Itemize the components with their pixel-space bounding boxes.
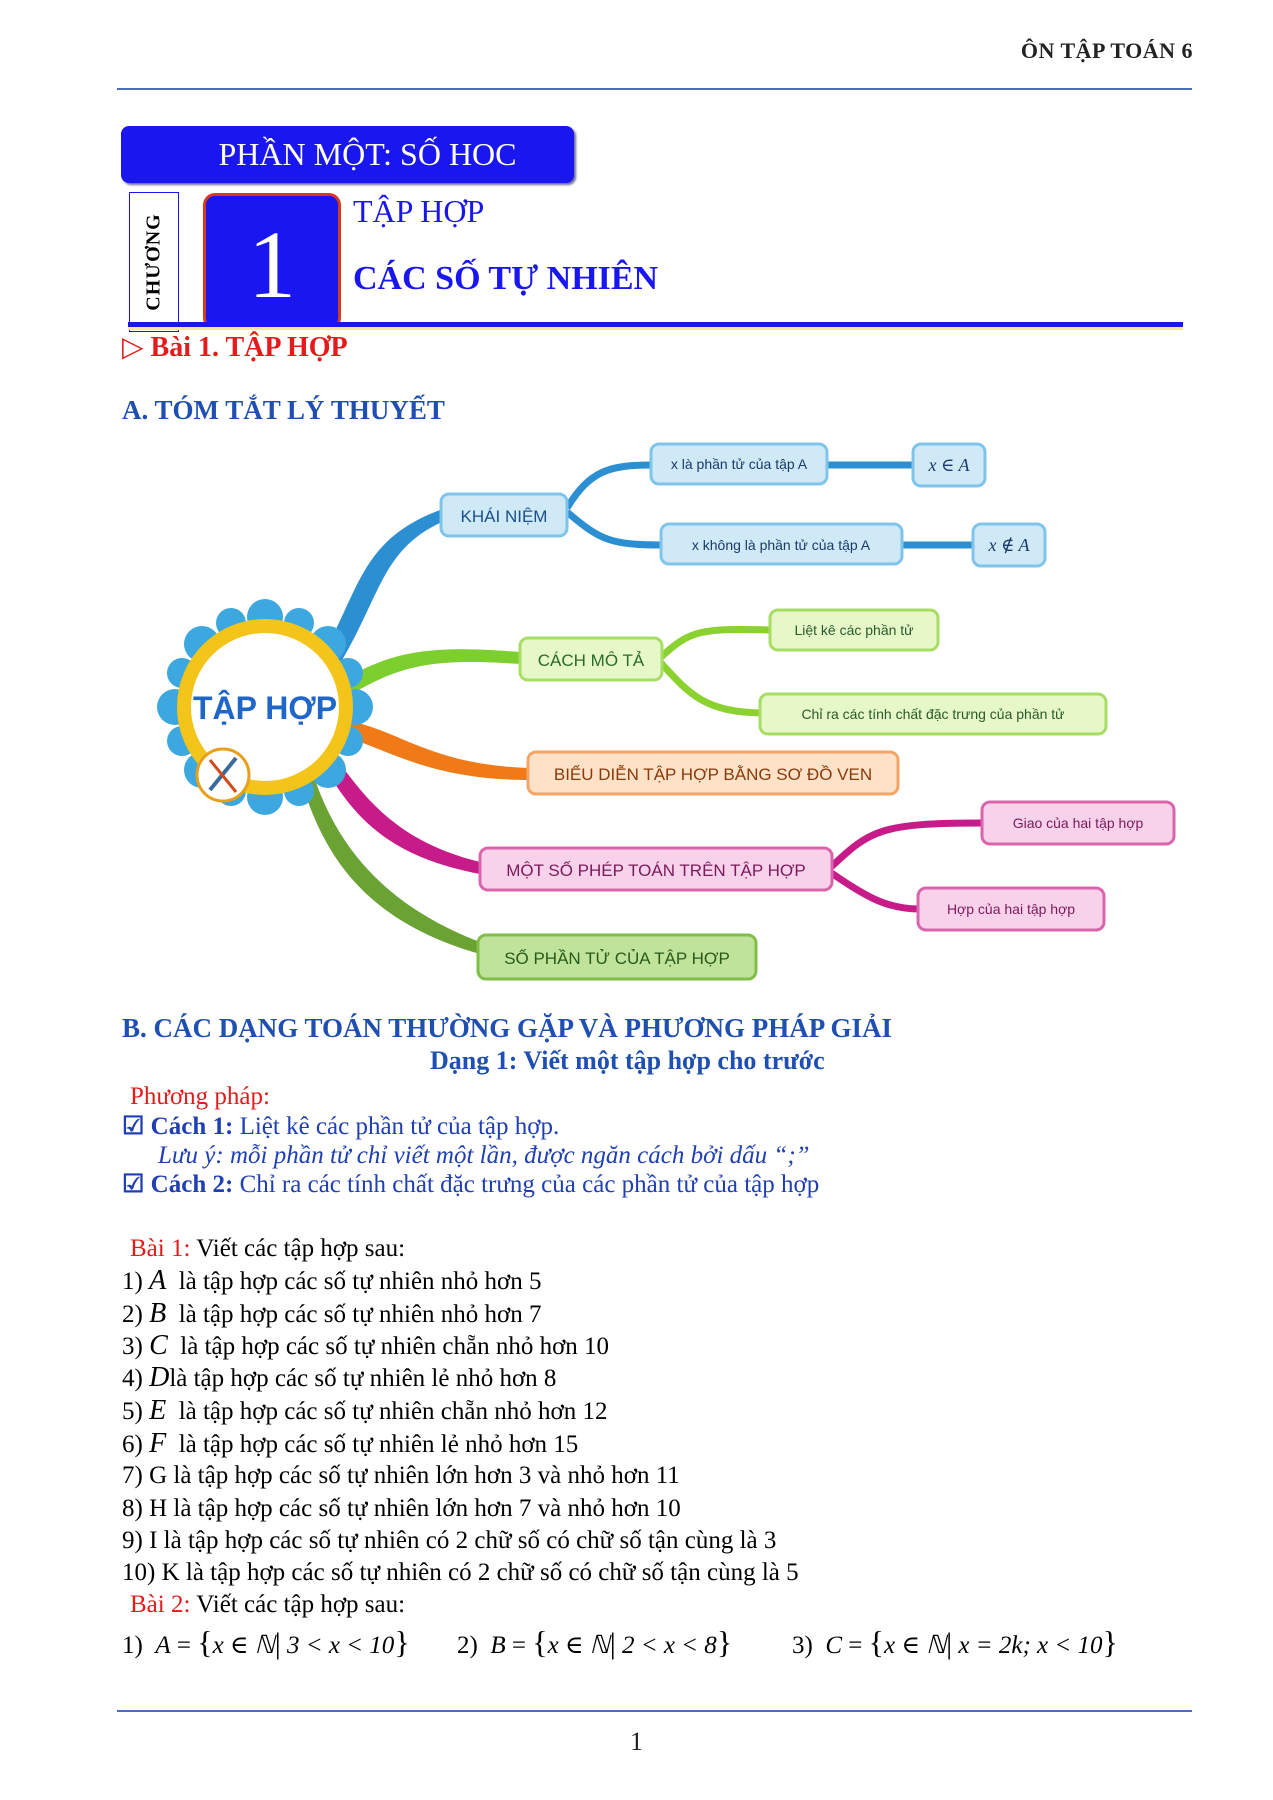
node-khai-niem-label: KHÁI NIỆM — [460, 507, 548, 526]
section-b-heading: B. CÁC DẠNG TOÁN THƯỜNG GẶP VÀ PHƯƠNG PHÁP GIẢI — [122, 1013, 893, 1043]
expr-condition: 3 < x < 10 — [286, 1632, 395, 1659]
item-text: là tập hợp các số tự nhiên chẵn nhỏ hơn 10 — [180, 1333, 610, 1360]
item-number: 6) — [122, 1431, 143, 1458]
header-title: ÔN TẬP TOÁN 6 — [1020, 38, 1193, 63]
node-so-phan-tu — [478, 935, 756, 979]
bai-1-item: 8) H là tập hợp các số tự nhiên lớn hơn 7 và nhỏ hơn 10 — [122, 1495, 681, 1522]
bai-1-item — [122, 1363, 556, 1393]
expr-lhs: A — [155, 1632, 171, 1659]
node-kn-1 — [651, 444, 827, 484]
bai-1-item — [122, 1299, 542, 1329]
expr-member: x ∈ ℕ — [883, 1632, 947, 1659]
item-number: 2) — [122, 1301, 143, 1328]
lesson-marker: ▷ — [122, 332, 144, 363]
node-kn-2-symbol-label: x ∉ A — [988, 535, 1030, 555]
bai-1-item — [122, 1429, 578, 1459]
node-phep-toan — [480, 848, 832, 890]
node-mt-2-label: Chỉ ra các tính chất đặc trưng của phần tử — [801, 706, 1065, 722]
node-mt-1-label: Liệt kê các phần tử — [794, 622, 914, 638]
chapter-label-box — [129, 192, 179, 332]
part-banner — [121, 126, 574, 183]
expr-number: 2) — [457, 1632, 478, 1659]
cach-2-label: Cách 2: — [150, 1171, 234, 1198]
node-kn-1-label: x là phần tử của tập A — [670, 456, 808, 472]
dang-1-title: Dạng 1: Viết một tập hợp cho trước — [430, 1046, 825, 1075]
lesson-title: Bài 1. TẬP HỢP — [150, 332, 348, 363]
expr-number: 3) — [792, 1632, 813, 1659]
page-number: 1 — [630, 1727, 643, 1756]
item-variable: B — [149, 1298, 167, 1329]
bai-2-intro: Viết các tập hợp sau: — [190, 1591, 406, 1618]
mind-map — [130, 430, 1190, 990]
cach-2-text: Chỉ ra các tính chất đặc trưng của các phần tử của tập hợp — [233, 1171, 820, 1198]
item-number: 1) — [122, 1268, 143, 1295]
cach-1-label: Cách 1: — [150, 1113, 234, 1140]
node-pt-1 — [982, 802, 1174, 844]
bai-1-item — [122, 1331, 609, 1361]
node-bieu-dien — [528, 752, 898, 794]
node-khai-niem — [441, 494, 567, 536]
method-heading — [130, 1082, 270, 1111]
item-number: 3) — [122, 1333, 143, 1360]
bai-1-label: Bài 1: — [130, 1235, 191, 1262]
item-variable: E — [149, 1395, 167, 1426]
footer-rule — [117, 1710, 1192, 1712]
bai-1-item: 9) I là tập hợp các số tự nhiên có 2 chữ số có chữ số tận cùng là 3 — [122, 1527, 777, 1554]
node-pt-2-label: Hợp của hai tập hợp — [946, 901, 1076, 917]
bai-1-intro: Viết các tập hợp sau: — [190, 1235, 406, 1262]
node-phep-toan-label: MỘT SỐ PHÉP TOÁN TRÊN TẬP HỢP — [506, 861, 806, 880]
item-text: là tập hợp các số tự nhiên nhỏ hơn 7 — [178, 1301, 542, 1328]
bai-2-expr: 2) B = {x ∈ ℕ| 2 < x < 8} — [457, 1624, 733, 1660]
node-pt-1-label: Giao của hai tập hợp — [1012, 815, 1144, 831]
bai-1-item — [122, 1396, 607, 1426]
item-variable: F — [149, 1428, 167, 1459]
expr-condition: 2 < x < 8 — [621, 1632, 717, 1659]
node-cach-mo-ta — [520, 638, 662, 680]
bai-2-expr: 3) C = {x ∈ ℕ| x = 2k; x < 10} — [792, 1624, 1118, 1660]
chapter-title-1: TẬP HỢP — [353, 193, 485, 229]
bai-1-heading — [130, 1234, 405, 1263]
expr-member: x ∈ ℕ — [547, 1632, 610, 1659]
bai-1-item — [122, 1266, 542, 1296]
part-title: PHẦN MỘT: SỐ HOC — [218, 136, 517, 172]
expr-number: 1) — [122, 1632, 143, 1659]
node-kn-2-symbol — [973, 524, 1045, 566]
bai-1-item: 7) G là tập hợp các số tự nhiên lớn hơn 3 và nhỏ hơn 11 — [122, 1462, 680, 1489]
node-so-phan-tu-label: SỐ PHẦN TỬ CỦA TẬP HỢP — [504, 949, 730, 968]
node-kn-1-symbol-label: x ∈ A — [928, 455, 970, 475]
dang-1-heading — [430, 1046, 825, 1076]
center-node — [157, 599, 373, 815]
node-kn-2-label: x không là phần tử của tập A — [691, 537, 871, 553]
item-number: 5) — [122, 1398, 143, 1425]
item-text: là tập hợp các số tự nhiên lẻ nhỏ hơn 8 — [169, 1365, 557, 1392]
chapter-title-2: CÁC SỐ TỰ NHIÊN — [353, 260, 659, 297]
checkbox-icon: ☑ — [122, 1113, 145, 1140]
node-kn-2 — [661, 524, 902, 564]
node-mt-1 — [770, 610, 938, 650]
expr-member: x ∈ ℕ — [212, 1632, 275, 1659]
item-number: 4) — [122, 1365, 143, 1392]
expr-condition: x = 2k; x < 10 — [958, 1632, 1103, 1659]
item-variable: C — [149, 1330, 168, 1361]
method-label: Phương pháp: — [130, 1083, 270, 1110]
node-bieu-dien-label: BIỂU DIỄN TẬP HỢP BẰNG SƠ ĐỒ VEN — [553, 765, 873, 784]
chapter-label: CHƯƠNG — [142, 213, 165, 311]
item-text: là tập hợp các số tự nhiên nhỏ hơn 5 — [178, 1268, 542, 1295]
checkbox-icon: ☑ — [122, 1171, 145, 1198]
bai-2-heading — [130, 1590, 405, 1619]
bai-1-item: 10) K là tập hợp các số tự nhiên có 2 chữ số có chữ số tận cùng là 5 — [122, 1559, 799, 1586]
header-rule — [117, 88, 1192, 90]
item-text: là tập hợp các số tự nhiên lẻ nhỏ hơn 15 — [178, 1431, 579, 1458]
node-pt-2 — [918, 888, 1104, 930]
item-text: là tập hợp các số tự nhiên chẵn nhỏ hơn 12 — [178, 1398, 608, 1425]
item-variable: D — [149, 1362, 170, 1393]
node-mt-2 — [760, 694, 1106, 734]
expr-lhs: B — [490, 1632, 506, 1659]
section-a-heading: A. TÓM TẮT LÝ THUYẾT — [122, 395, 445, 425]
method-note: Lưu ý: mỗi phần tử chỉ viết một lần, được ngăn cách bởi dấu “;” — [158, 1142, 810, 1169]
bai-2-label: Bài 2: — [130, 1591, 191, 1618]
item-variable: A — [149, 1265, 167, 1296]
chapter-number: 1 — [203, 193, 341, 330]
method-cach-1 — [122, 1112, 559, 1141]
method-cach-2 — [122, 1170, 819, 1199]
chapter-rule — [128, 322, 1183, 330]
lesson-heading — [122, 330, 348, 364]
bai-2-expr: 1) A = {x ∈ ℕ| 3 < x < 10} — [122, 1624, 410, 1660]
node-kn-1-symbol — [913, 444, 985, 486]
expr-lhs: C — [825, 1632, 843, 1659]
cach-1-text: Liệt kê các phần tử của tập hợp. — [233, 1113, 560, 1140]
node-cach-mo-ta-label: CÁCH MÔ TẢ — [537, 651, 645, 670]
center-node-label: TẬP HỢP — [192, 690, 338, 726]
